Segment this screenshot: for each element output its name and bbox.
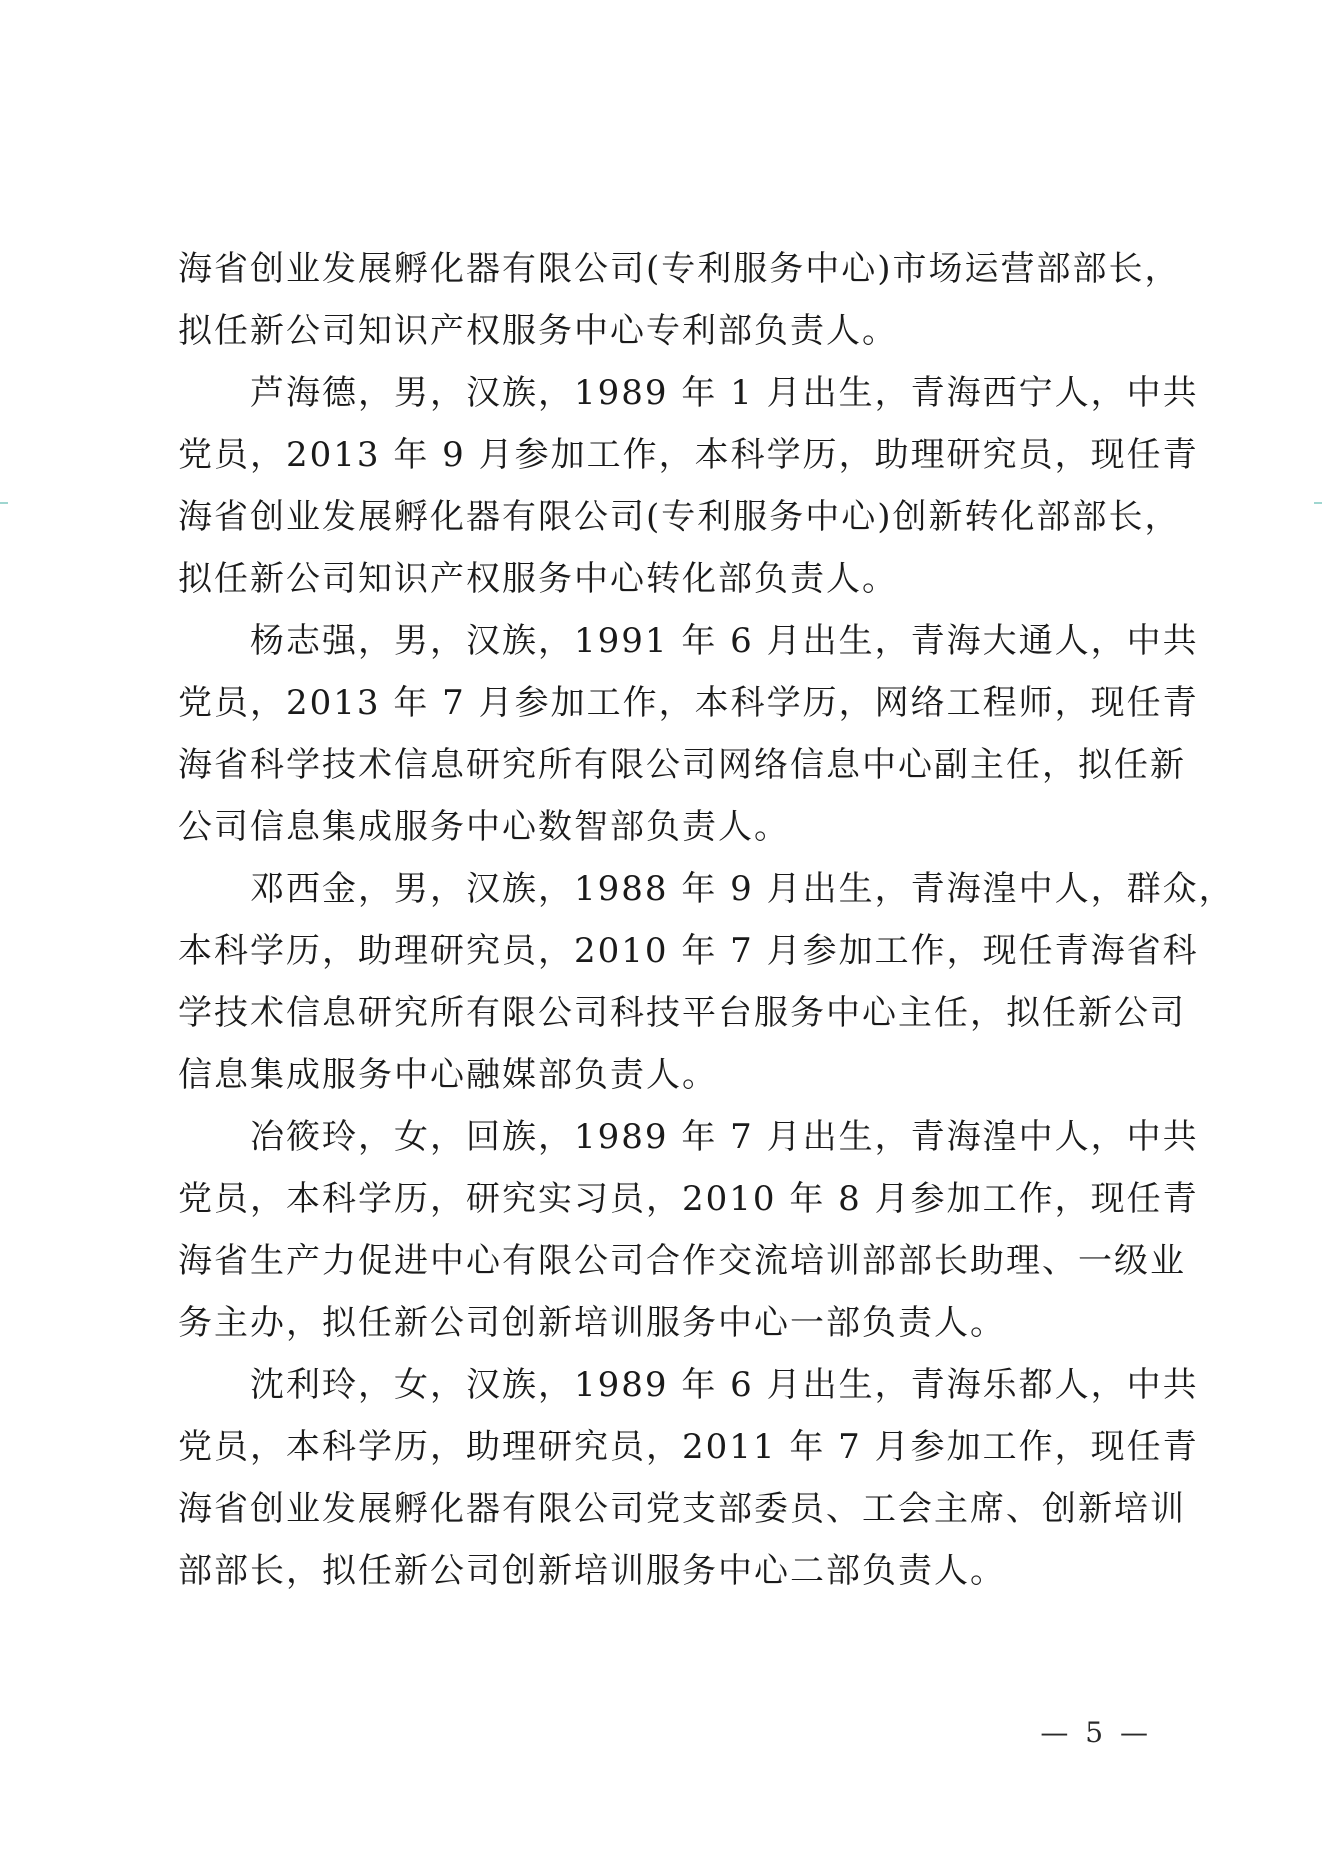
text-line: 公司信息集成服务中心数智部负责人。	[178, 807, 790, 847]
text-line: 党员，本科学历，研究实习员，2010 年 8 月参加工作，现任青	[178, 1179, 1199, 1219]
text-line: 党员，2013 年 7 月参加工作，本科学历，网络工程师，现任青	[178, 683, 1199, 723]
text-line: 芦海德，男，汉族，1989 年 1 月出生，青海西宁人，中共	[250, 373, 1199, 413]
scan-mark-left	[0, 502, 8, 504]
text-line: 冶筱玲，女，回族，1989 年 7 月出生，青海湟中人，中共	[250, 1117, 1199, 1157]
text-line: 海省创业发展孵化器有限公司(专利服务中心)市场运营部部长，	[178, 249, 1181, 289]
scan-mark-right	[1314, 502, 1322, 504]
text-line: 海省生产力促进中心有限公司合作交流培训部部长助理、一级业	[178, 1241, 1186, 1281]
text-line: 信息集成服务中心融媒部负责人。	[178, 1055, 718, 1095]
text-line: 拟任新公司知识产权服务中心专利部负责人。	[178, 311, 898, 351]
text-line: 邓西金，男，汉族，1988 年 9 月出生，青海湟中人，群众，	[250, 869, 1235, 909]
text-line: 海省创业发展孵化器有限公司(专利服务中心)创新转化部部长，	[178, 497, 1181, 537]
text-line: 本科学历，助理研究员，2010 年 7 月参加工作，现任青海省科	[178, 931, 1199, 971]
text-line: 务主办，拟任新公司创新培训服务中心一部负责人。	[178, 1303, 1006, 1343]
text-line: 学技术信息研究所有限公司科技平台服务中心主任，拟任新公司	[178, 993, 1186, 1033]
text-line: 拟任新公司知识产权服务中心转化部负责人。	[178, 559, 898, 599]
text-line: 沈利玲，女，汉族，1989 年 6 月出生，青海乐都人，中共	[250, 1365, 1199, 1405]
body-text	[178, 238, 1235, 1602]
text-line: 部部长，拟任新公司创新培训服务中心二部负责人。	[178, 1551, 1006, 1591]
text-line: 杨志强，男，汉族，1991 年 6 月出生，青海大通人，中共	[250, 621, 1199, 661]
text-line: 海省创业发展孵化器有限公司党支部委员、工会主席、创新培训	[178, 1489, 1186, 1529]
page-number: — 5 —	[1040, 1716, 1152, 1749]
text-line: 党员，2013 年 9 月参加工作，本科学历，助理研究员，现任青	[178, 435, 1199, 475]
text-line: 海省科学技术信息研究所有限公司网络信息中心副主任，拟任新	[178, 745, 1186, 785]
text-line: 党员，本科学历，助理研究员，2011 年 7 月参加工作，现任青	[178, 1427, 1199, 1467]
